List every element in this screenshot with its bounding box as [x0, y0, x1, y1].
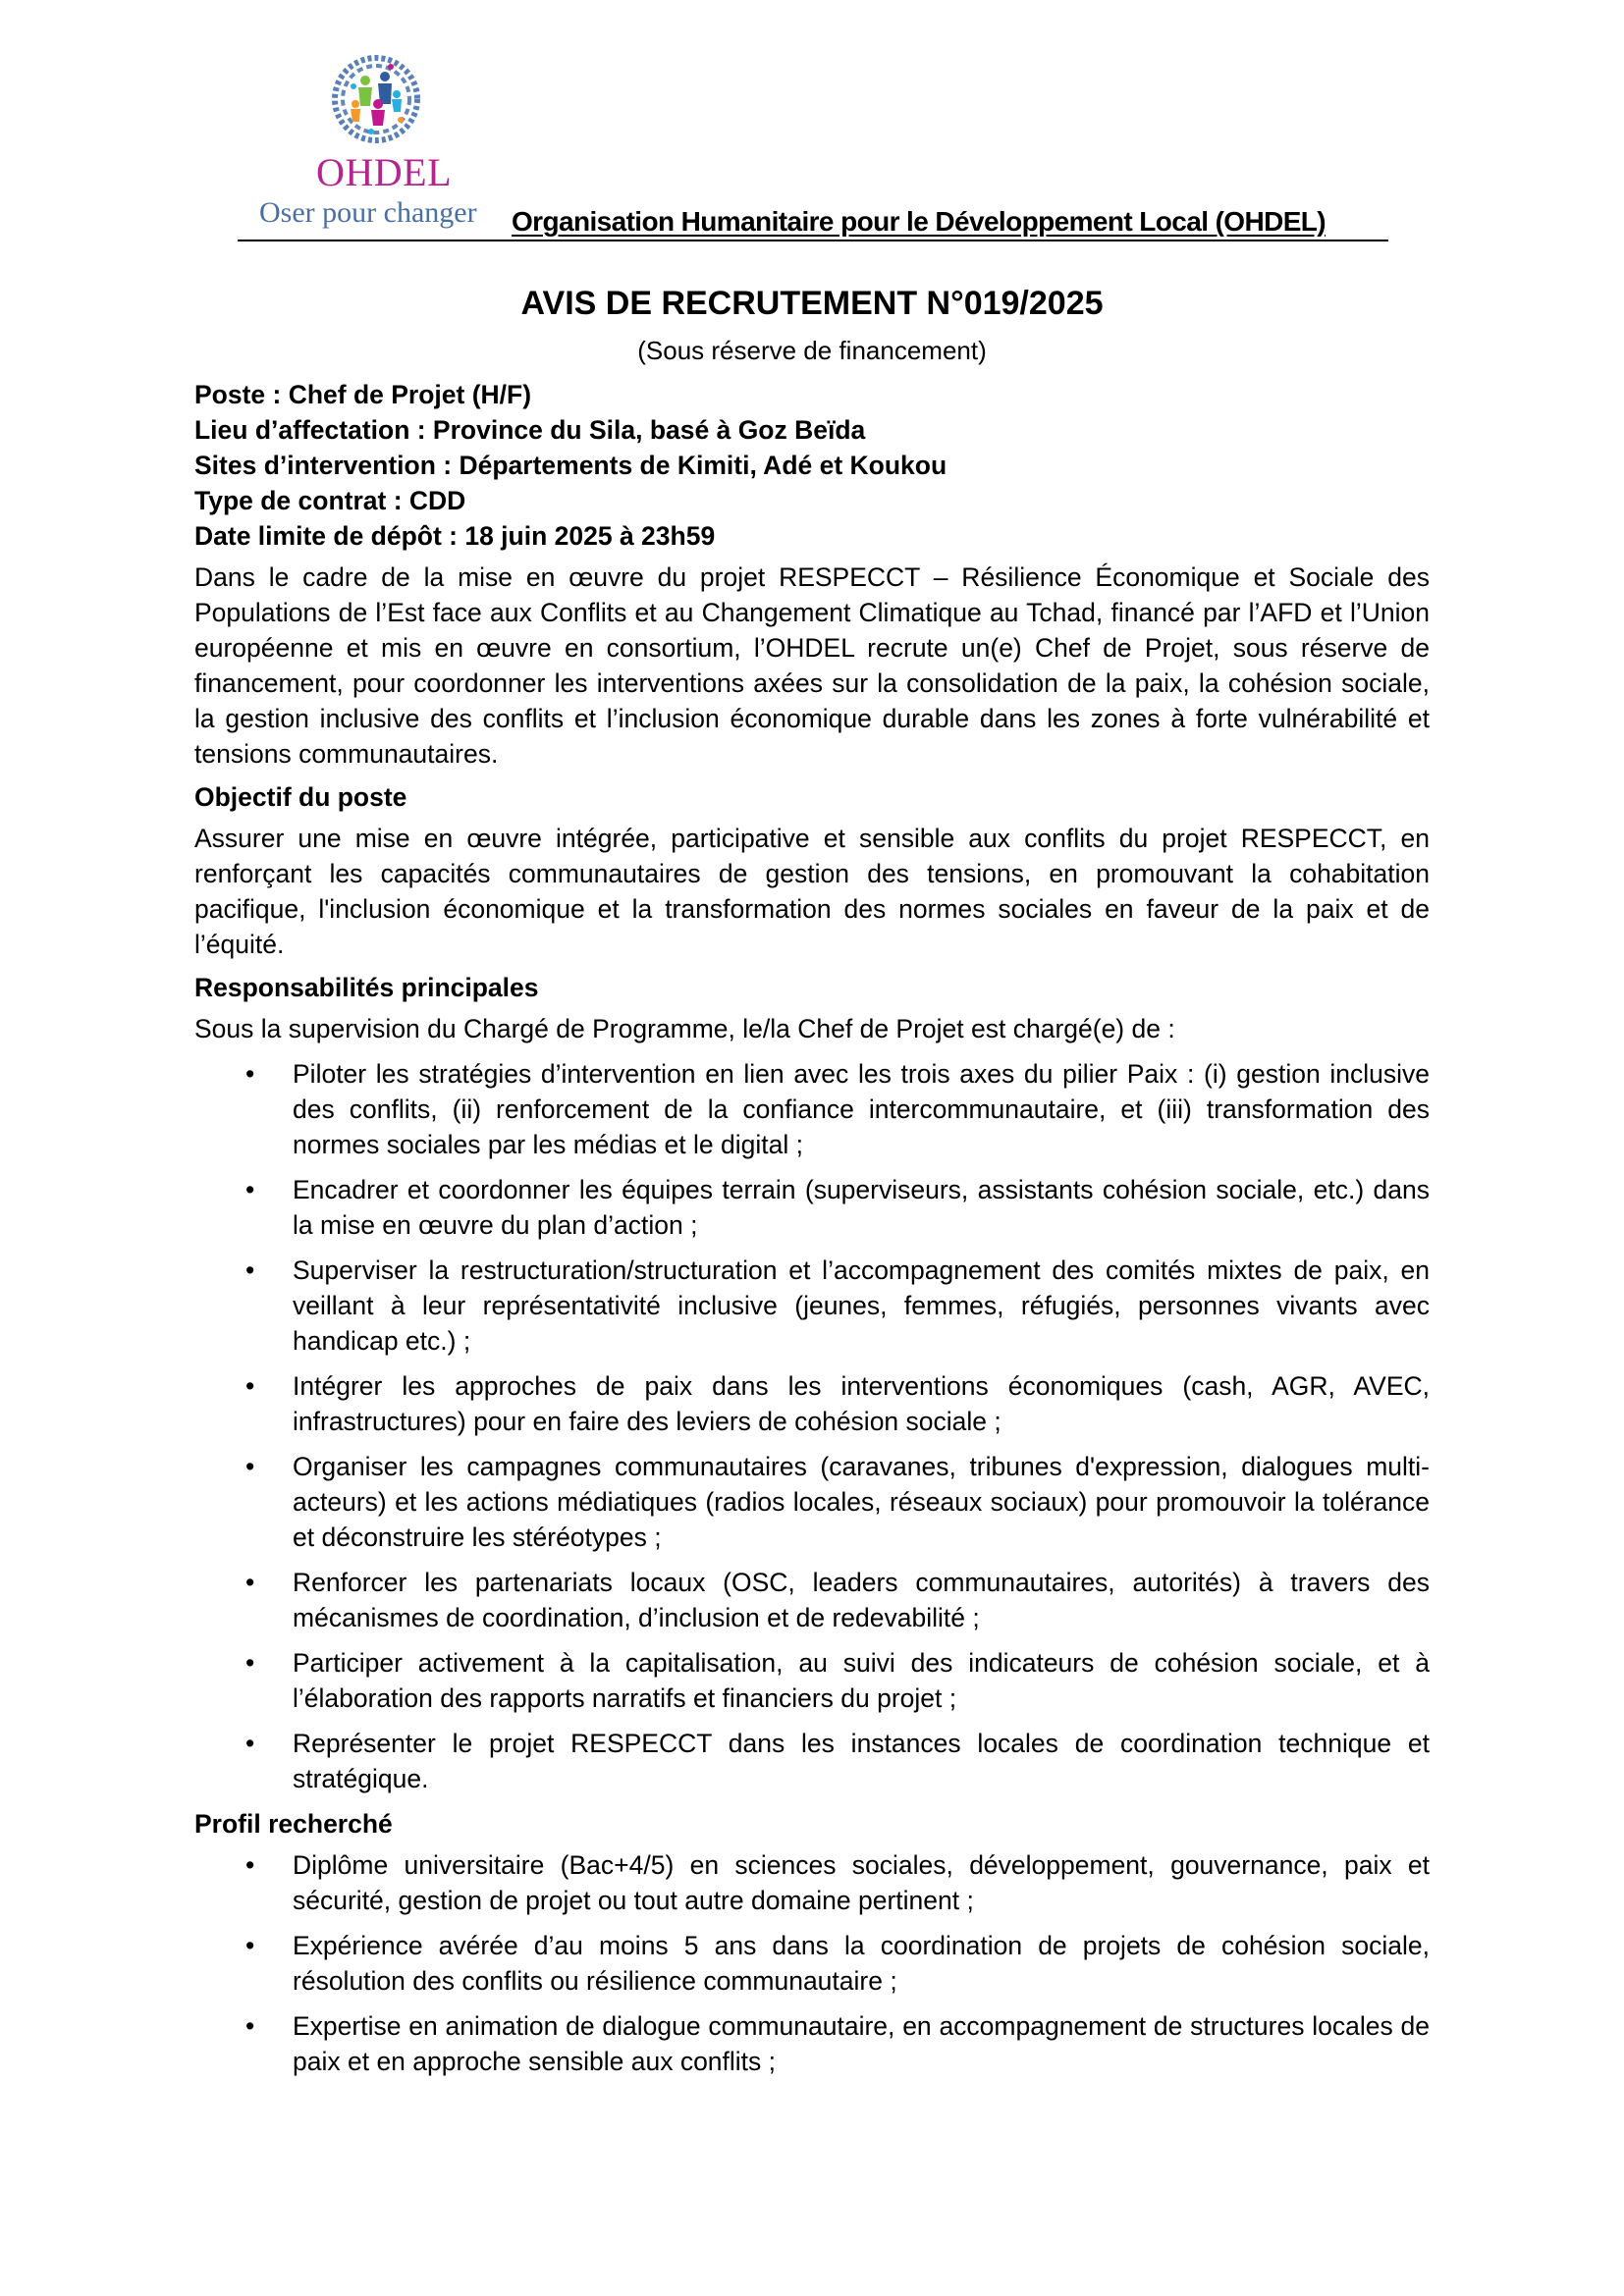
bullet-icon: •: [245, 1255, 255, 1285]
list-item: • Organiser les campagnes communautaires (caravanes, tribunes d'expression, dialogues multi-acteurs) et les actions médiatiques (radios locales, réseaux sociaux) pour promouvoir la tolérance et déconstruire les stéréotypes ;: [194, 1449, 1430, 1555]
profil-list: [194, 1847, 1430, 2079]
section-heading-profil: Profil recherché: [194, 1809, 393, 1839]
logo-tagline: Oser pour changer: [259, 196, 477, 229]
page-subtitle: (Sous réserve de financement): [637, 336, 987, 365]
organization-name: Organisation Humanitaire pour le Développement Local (OHDEL): [512, 206, 1326, 237]
bullet-icon: •: [245, 1175, 255, 1204]
list-item: • Participer activement à la capitalisation, au suivi des indicateurs de cohésion sociale, et à l’élaboration des rapports narratifs et financiers du projet ;: [194, 1645, 1430, 1716]
bullet-icon: •: [245, 1850, 255, 1880]
document-body: [194, 377, 1430, 2089]
intro-paragraph: Dans le cadre de la mise en œuvre du projet RESPECCT – Résilience Économique et Sociale des Populations de l’Est face aux Conflits et au Changement Climatique au Tchad, financé par l’AFD et l’Union européenne et mis en œuvre en consortium, l’OHDEL recrute un(e) Chef de Projet, sous réserve de financement, pour coordonner les interventions axées sur la consolidation de la paix, la cohésion sociale, la gestion inclusive des conflits et l’inclusion économique durable dans les zones à forte vulnérabilité et tensions communautaires.: [194, 562, 1430, 769]
page-title: AVIS DE RECRUTEMENT N°019/2025: [520, 285, 1104, 322]
list-item: • Diplôme universitaire (Bac+4/5) en sciences sociales, développement, gouvernance, paix et sécurité, gestion de projet ou tout autre domaine pertinent ;: [194, 1847, 1430, 1918]
bullet-icon: •: [245, 1931, 255, 1960]
section-heading-responsabilites: Responsabilités principales: [194, 973, 539, 1002]
list-item: • Intégrer les approches de paix dans les interventions économiques (cash, AGR, AVEC, infrastructures) pour en faire des leviers de cohésion sociale ;: [194, 1368, 1430, 1439]
meta-contrat: Type de contrat : CDD: [194, 486, 466, 515]
list-item: • Représenter le projet RESPECCT dans les instances locales de coordination technique et stratégique.: [194, 1726, 1430, 1796]
objectif-paragraph: Assurer une mise en œuvre intégrée, participative et sensible aux conflits du projet RESPECCT, en renforçant les capacités communautaires de gestion des tensions, en promouvant la cohabitation pacifique, l'inclusion économique et la transformation des normes sociales en faveur de la paix et de l’équité.: [194, 824, 1430, 959]
list-item: • Expérience avérée d’au moins 5 ans dans la coordination de projets de cohésion sociale, résolution des conflits ou résilience communautaire ;: [194, 1928, 1430, 1999]
bullet-icon: •: [245, 1568, 255, 1597]
list-item: • Superviser la restructuration/structuration et l’accompagnement des comités mixtes de paix, en veillant à leur représentativité inclusive (jeunes, femmes, réfugiés, personnes vivants avec handicap etc.) ;: [194, 1253, 1430, 1359]
meta-poste: Poste : Chef de Projet (H/F): [194, 380, 532, 409]
responsabilites-lead: Sous la supervision du Chargé de Programme, le/la Chef de Projet est chargé(e) de :: [194, 1014, 1175, 1043]
meta-lieu: Lieu d’affectation : Province du Sila, basé à Goz Beïda: [194, 415, 866, 445]
section-heading-objectif: Objectif du poste: [194, 782, 407, 812]
list-item: • Expertise en animation de dialogue communautaire, en accompagnement de structures locales de paix et en approche sensible aux conflits ;: [194, 2008, 1430, 2079]
bullet-icon: •: [245, 1059, 255, 1089]
list-item: • Encadrer et coordonner les équipes terrain (superviseurs, assistants cohésion sociale, etc.) dans la mise en œuvre du plan d’action ;: [194, 1172, 1430, 1243]
bullet-icon: •: [245, 1452, 255, 1481]
bullet-icon: •: [245, 2011, 255, 2041]
bullet-icon: •: [245, 1648, 255, 1678]
meta-sites: Sites d’intervention : Départements de Kimiti, Adé et Koukou: [194, 451, 947, 480]
people-globe-icon: [332, 55, 420, 143]
meta-date-limite: Date limite de dépôt : 18 juin 2025 à 23h59: [194, 521, 716, 551]
bullet-icon: •: [245, 1729, 255, 1758]
list-item: • Renforcer les partenariats locaux (OSC, leaders communautaires, autorités) à travers des mécanismes de coordination, d’inclusion et de redevabilité ;: [194, 1565, 1430, 1635]
bullet-icon: •: [245, 1371, 255, 1401]
list-item: • Piloter les stratégies d’intervention en lien avec les trois axes du pilier Paix : (i) gestion inclusive des conflits, (ii) renforcement de la confiance intercommunautaire, et (iii) transformation des normes sociales par les médias et le digital ;: [194, 1056, 1430, 1162]
logo-wordmark: OHDEL: [316, 150, 453, 194]
responsabilites-list: [194, 1056, 1430, 1796]
